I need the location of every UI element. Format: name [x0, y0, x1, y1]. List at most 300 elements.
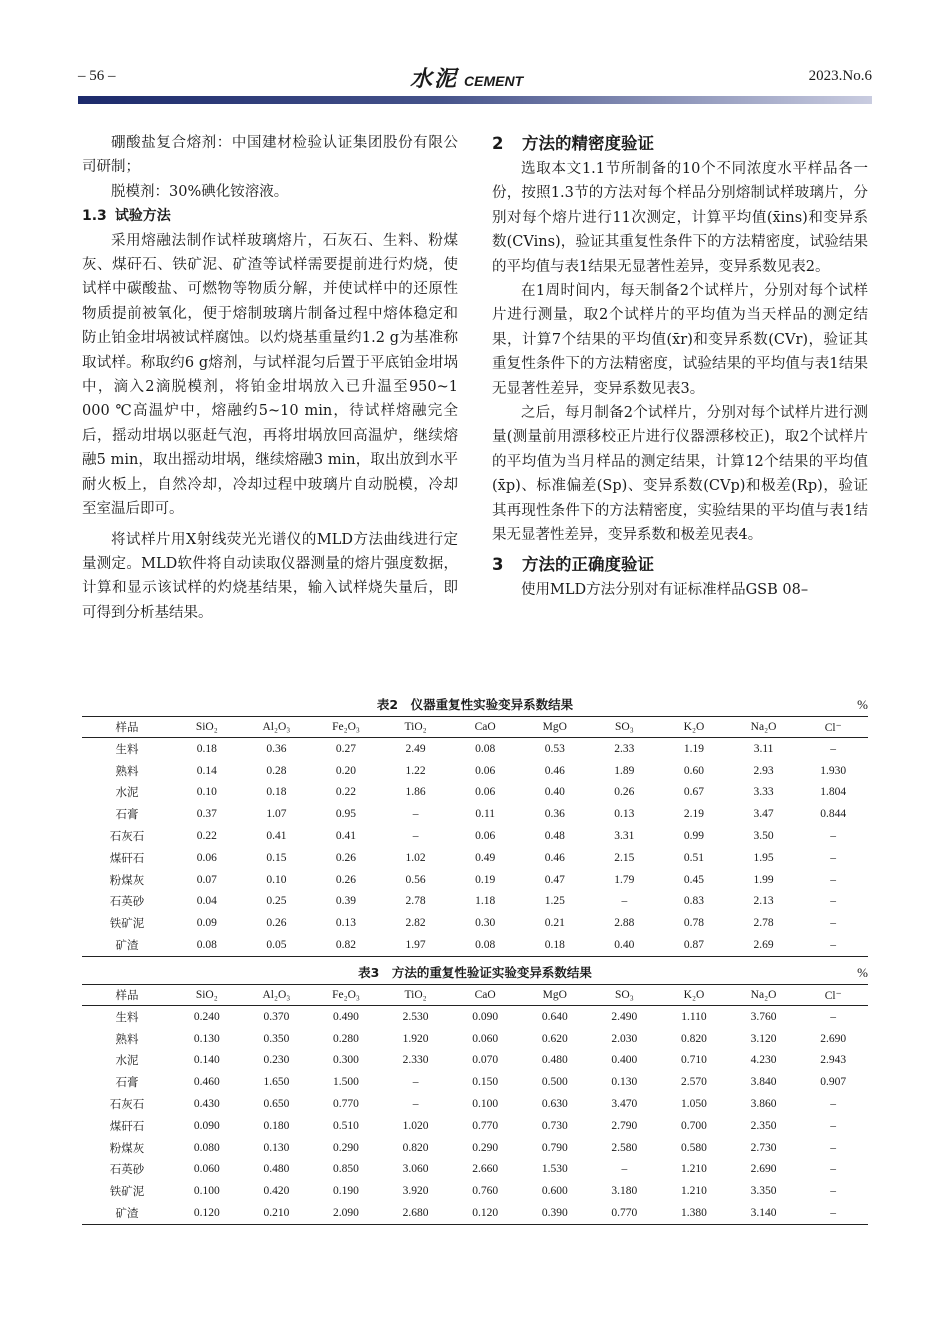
table-title: 表3 方法的重复性验证实验变异系数结果 — [358, 965, 592, 980]
column-header: Fe₂O₃ — [332, 721, 360, 733]
table-cell: 0.51 — [683, 851, 705, 864]
table-cell: 0.06 — [475, 764, 496, 777]
table-cell: – — [830, 1141, 837, 1154]
table-cell: – — [830, 1163, 837, 1176]
table-cell: 0.130 — [263, 1141, 290, 1154]
table-cell: – — [830, 830, 837, 843]
table-cell: 1.99 — [753, 873, 774, 886]
table-cell: 0.120 — [193, 1207, 220, 1220]
table-cell: 3.120 — [750, 1032, 777, 1045]
table-3 — [82, 962, 868, 1225]
table-cell: 0.770 — [333, 1098, 359, 1111]
column-header: TiO₂ — [404, 989, 427, 1001]
journal-title-en: CEMENT — [464, 73, 524, 89]
table-cell: 2.030 — [611, 1032, 638, 1045]
table-header-row — [82, 985, 868, 1006]
table-cell: 0.40 — [544, 786, 565, 799]
table-cell: 1.930 — [820, 764, 847, 777]
table-cell: 0.06 — [475, 830, 496, 843]
table-cell: 1.07 — [266, 808, 287, 821]
table-cell: 2.790 — [611, 1119, 638, 1132]
section-title: 试验方法 — [114, 208, 171, 225]
table-cell: – — [412, 1076, 419, 1089]
table-cell: 1.650 — [263, 1076, 290, 1089]
table-cell: 0.600 — [541, 1185, 568, 1198]
table-cell: 0.907 — [820, 1076, 847, 1089]
table-cell: 2.530 — [402, 1010, 429, 1023]
table-cell: – — [621, 1163, 628, 1176]
table-cell: – — [830, 851, 837, 864]
table-cell: 1.020 — [402, 1119, 429, 1132]
table-cell: – — [830, 939, 837, 952]
table-cell: 3.350 — [750, 1185, 777, 1198]
journal-title-cn: 水泥 — [410, 66, 459, 92]
table-cell: 2.78 — [753, 917, 774, 930]
table-cell: 0.04 — [196, 895, 217, 908]
left-column — [82, 131, 458, 625]
table-cell: 0.500 — [541, 1076, 568, 1089]
table-cell: 0.13 — [614, 808, 635, 821]
section-heading-3 — [492, 552, 868, 578]
table-cell: 1.79 — [614, 873, 635, 886]
table-cell: 1.25 — [544, 895, 565, 908]
table-cell: 0.37 — [196, 808, 217, 821]
table-cell: 0.06 — [475, 786, 496, 799]
table-row — [82, 1159, 868, 1181]
column-header: CaO — [474, 989, 496, 1001]
table-cell: 2.93 — [753, 764, 774, 777]
table-cell: 0.14 — [196, 764, 217, 777]
table-cell: 0.46 — [544, 764, 565, 777]
table-cell: 0.190 — [333, 1185, 359, 1198]
table-cell: 3.840 — [750, 1076, 777, 1089]
table-cell: 0.21 — [544, 917, 565, 930]
table-cell: 0.11 — [475, 808, 496, 821]
table-row — [82, 934, 868, 956]
table-cell: 0.15 — [266, 851, 287, 864]
table-cell: 2.69 — [753, 939, 774, 952]
column-header: Na₂O — [750, 989, 777, 1001]
table-cell: 0.300 — [333, 1054, 359, 1067]
table-cell: 0.39 — [335, 895, 357, 908]
table-cell: 2.680 — [402, 1207, 429, 1220]
table-cell: 0.100 — [193, 1185, 220, 1198]
row-label-cell: 矿渣 — [115, 940, 139, 953]
row-label-cell: 石膏 — [115, 1077, 139, 1090]
row-label-cell: 熟料 — [115, 765, 139, 778]
table-cell: 0.47 — [544, 873, 565, 886]
table-cell: 0.480 — [263, 1163, 290, 1176]
data-table — [82, 716, 868, 957]
table-cell: 0.060 — [193, 1163, 220, 1176]
table-cell: 0.140 — [193, 1054, 220, 1067]
table-row — [82, 803, 868, 825]
table-row — [82, 1202, 868, 1224]
table-cell: 2.350 — [750, 1119, 777, 1132]
table-cell: 0.30 — [475, 917, 496, 930]
table-row — [82, 825, 868, 847]
table-cell: 0.130 — [611, 1076, 638, 1089]
column-header: MgO — [542, 989, 567, 1001]
table-row — [82, 1137, 868, 1159]
table-cell: 0.40 — [614, 939, 635, 952]
column-header: SiO₂ — [195, 989, 218, 1001]
table-cell: 0.10 — [266, 873, 287, 886]
issue-label: 2023.No.6 — [808, 68, 872, 84]
row-label-cell: 煤矸石 — [109, 852, 145, 865]
header-rule — [78, 96, 872, 104]
table-2 — [82, 694, 868, 957]
table-cell: 0.400 — [611, 1054, 638, 1067]
table-cell: 0.26 — [335, 873, 357, 886]
journal-logo — [410, 62, 523, 93]
table-cell: 2.490 — [611, 1010, 638, 1023]
column-header: Al₂O₃ — [262, 989, 291, 1001]
table-cell: 0.280 — [333, 1032, 359, 1045]
table-cell: 0.78 — [683, 917, 705, 930]
table-row — [82, 1050, 868, 1072]
table-cell: 0.25 — [266, 895, 287, 908]
table-cell: 0.350 — [263, 1032, 290, 1045]
table-cell: 1.97 — [405, 939, 426, 952]
table-cell: 0.06 — [196, 851, 217, 864]
table-cell: 0.45 — [683, 873, 705, 886]
table-cell: 0.28 — [266, 764, 287, 777]
column-header: K₂O — [683, 721, 705, 733]
table-cell: 0.180 — [263, 1119, 290, 1132]
table-cell: 2.330 — [402, 1054, 429, 1067]
table-cell: 0.370 — [263, 1010, 290, 1023]
table-cell: 0.480 — [541, 1054, 568, 1067]
table-cell: 2.690 — [820, 1032, 847, 1045]
table-cell: 2.15 — [614, 851, 635, 864]
table-row — [82, 760, 868, 782]
table-cell: 3.470 — [611, 1098, 638, 1111]
table-cell: 1.02 — [405, 851, 426, 864]
table-body — [82, 1006, 868, 1225]
table-cell: 0.700 — [681, 1119, 707, 1132]
table-cell: 1.18 — [475, 895, 496, 908]
table-cell: 0.130 — [193, 1032, 220, 1045]
page-header — [78, 64, 872, 90]
table-cell: 0.640 — [541, 1010, 568, 1023]
table-row — [82, 891, 868, 913]
table-cell: 0.490 — [333, 1010, 359, 1023]
table-row — [82, 1071, 868, 1093]
table-cell: 1.22 — [405, 764, 426, 777]
table-cell: 0.20 — [335, 764, 357, 777]
table-cell: 0.290 — [472, 1141, 499, 1154]
table-cell: 0.620 — [541, 1032, 568, 1045]
table-cell: 0.36 — [544, 808, 565, 821]
row-label-cell: 水泥 — [115, 787, 139, 800]
table-cell: 2.78 — [405, 895, 426, 908]
right-column — [492, 131, 868, 602]
table-cell: 0.26 — [614, 786, 635, 799]
table-cell: 0.150 — [472, 1076, 499, 1089]
column-header: MgO — [542, 721, 567, 733]
table-cell: 2.49 — [405, 742, 426, 755]
table-cell: 0.630 — [541, 1098, 568, 1111]
row-label-cell: 煤矸石 — [109, 1120, 145, 1133]
table-cell: 0.070 — [472, 1054, 499, 1067]
row-label-cell: 生料 — [115, 1011, 139, 1024]
table-cell: 2.88 — [614, 917, 635, 930]
table-caption — [82, 694, 868, 716]
table-title: 表2 仪器重复性实验变异系数结果 — [376, 697, 574, 712]
table-cell: 0.844 — [820, 808, 847, 821]
table-cell: 0.090 — [472, 1010, 499, 1023]
table-cell: – — [830, 1207, 837, 1220]
table-cell: 3.11 — [753, 742, 774, 755]
row-label-cell: 石英砂 — [109, 1164, 145, 1177]
table-row — [82, 1006, 868, 1028]
table-cell: 3.31 — [614, 830, 635, 843]
table-cell: 0.18 — [196, 742, 217, 755]
section-heading-1-3 — [82, 204, 458, 228]
table-cell: 0.95 — [335, 808, 357, 821]
table-row — [82, 847, 868, 869]
table-cell: 0.46 — [544, 851, 565, 864]
table-cell: 1.19 — [683, 742, 705, 755]
table-cell: 2.690 — [750, 1163, 777, 1176]
table-cell: 0.41 — [266, 830, 287, 843]
table-cell: 0.36 — [266, 742, 287, 755]
table-cell: 2.570 — [681, 1076, 707, 1089]
table-cell: 1.804 — [820, 786, 847, 799]
paragraph-flux: 硼酸盐复合熔剂：中国建材检验认证集团股份有限公司研制； — [82, 135, 458, 176]
table-cell: 0.820 — [402, 1141, 429, 1154]
table-cell: 0.430 — [193, 1098, 220, 1111]
table-cell: 0.18 — [266, 786, 287, 799]
page-number: – 56 – — [78, 68, 116, 84]
column-header: Fe₂O₃ — [332, 989, 360, 1001]
table-cell: 0.08 — [475, 742, 496, 755]
table-cell: 0.27 — [335, 742, 357, 755]
table-cell: 0.230 — [263, 1054, 290, 1067]
table-cell: 2.580 — [611, 1141, 638, 1154]
paragraph-accuracy: 使用MLD方法分别对有证标准样品GSB 08– — [521, 581, 809, 598]
table-body — [82, 738, 868, 957]
table-cell: 0.67 — [683, 786, 705, 799]
table-cell: 0.48 — [544, 830, 565, 843]
table-cell: 0.390 — [541, 1207, 568, 1220]
table-unit: % — [857, 965, 868, 980]
table-row — [82, 1115, 868, 1137]
row-label-cell: 铁矿泥 — [109, 1186, 145, 1199]
table-cell: 0.22 — [196, 830, 217, 843]
table-row — [82, 782, 868, 804]
column-header: TiO₂ — [404, 721, 427, 733]
table-row — [82, 1028, 868, 1050]
column-header: SiO₂ — [195, 721, 218, 733]
table-caption — [82, 962, 868, 984]
table-cell: 1.050 — [681, 1098, 707, 1111]
table-cell: 0.090 — [193, 1119, 220, 1132]
row-label-cell: 铁矿泥 — [109, 918, 145, 931]
table-row — [82, 738, 868, 760]
section-heading-2 — [492, 131, 868, 157]
table-cell: 4.230 — [750, 1054, 777, 1067]
column-header: Na₂O — [750, 721, 777, 733]
paragraph-measurement: 将试样片用X射线荧光光谱仪的MLD方法曲线进行定量测定。MLD软件将自动读取仪器测量的熔片强度数据，计算和显示该试样的灼烧基结果，输入试样烧失量后，即可得到分析基结果。 — [82, 531, 458, 621]
table-cell: 0.730 — [541, 1119, 568, 1132]
section-number: 2 — [492, 134, 504, 153]
table-cell: 1.920 — [402, 1032, 429, 1045]
section-title: 方法的精密度验证 — [522, 134, 654, 153]
table-cell: 2.730 — [750, 1141, 777, 1154]
table-cell: 0.580 — [681, 1141, 707, 1154]
table-cell: 3.140 — [750, 1207, 777, 1220]
table-cell: 1.89 — [614, 764, 635, 777]
table-cell: 1.530 — [541, 1163, 568, 1176]
table-cell: 0.710 — [681, 1054, 707, 1067]
section-number: 1.3 — [82, 208, 107, 225]
table-cell: 3.060 — [402, 1163, 429, 1176]
table-cell: 1.380 — [681, 1207, 707, 1220]
table-cell: 0.240 — [193, 1010, 220, 1023]
table-cell: 0.790 — [541, 1141, 568, 1154]
table-row — [82, 912, 868, 934]
section-title: 方法的正确度验证 — [522, 554, 654, 574]
table-cell: 1.95 — [753, 851, 774, 864]
row-label-cell: 水泥 — [115, 1055, 139, 1068]
table-cell: 3.760 — [750, 1010, 777, 1023]
table-cell: 0.56 — [405, 873, 426, 886]
row-label-cell: 石膏 — [115, 809, 139, 822]
table-cell: – — [412, 808, 419, 821]
table-row — [82, 869, 868, 891]
column-header: Cl⁻ — [824, 990, 842, 1002]
table-cell: 0.60 — [683, 764, 705, 777]
column-header: Al₂O₃ — [262, 721, 291, 733]
row-label-cell: 矿渣 — [115, 1208, 139, 1221]
table-cell: 0.07 — [196, 873, 217, 886]
row-label-cell: 熟料 — [115, 1033, 139, 1046]
column-header: K₂O — [683, 989, 705, 1001]
table-cell: 2.943 — [820, 1054, 847, 1067]
table-cell: 2.33 — [614, 742, 635, 755]
table-cell: 3.860 — [750, 1098, 777, 1111]
table-cell: – — [412, 1098, 419, 1111]
table-cell: 0.82 — [335, 939, 357, 952]
table-cell: 0.060 — [472, 1032, 499, 1045]
table-cell: 0.05 — [266, 939, 287, 952]
table-cell: 1.210 — [681, 1163, 707, 1176]
table-cell: 1.210 — [681, 1185, 707, 1198]
table-cell: 0.210 — [263, 1207, 290, 1220]
table-cell: 2.19 — [683, 808, 705, 821]
table-cell: 2.13 — [753, 895, 774, 908]
table-cell: 3.50 — [753, 830, 774, 843]
table-cell: 0.510 — [333, 1119, 359, 1132]
data-table — [82, 984, 868, 1225]
table-cell: 0.290 — [333, 1141, 359, 1154]
table-cell: 2.82 — [405, 917, 426, 930]
row-label-cell: 粉煤灰 — [109, 1142, 145, 1155]
row-label-cell: 石灰石 — [109, 1099, 145, 1112]
table-cell: 3.47 — [753, 808, 774, 821]
table-cell: – — [621, 895, 628, 908]
table-cell: 0.820 — [681, 1032, 707, 1045]
table-cell: 0.650 — [263, 1098, 290, 1111]
table-cell: – — [830, 873, 837, 886]
paragraph-precision-3: 之后，每月制备2个试样片，分别对每个试样片进行测量(测量前用漂移校正片进行仪器漂移校正)，取2个试样片的平均值为当月样品的测定结果，计算12个结果的平均值(x̄p)、标准偏差(Sp)、变异系数(CVp)和极差(Rp)，验证其再现性条件下的方法精密度，实验结果的平均值与表1结果无显著性差异，变异系数和极差见表4。 — [492, 405, 868, 544]
row-label-cell: 粉煤灰 — [109, 874, 145, 887]
table-cell: – — [412, 830, 419, 843]
column-header: CaO — [474, 721, 496, 733]
table-cell: 1.86 — [405, 786, 426, 799]
column-header: Cl⁻ — [824, 722, 842, 734]
row-label-cell: 生料 — [115, 743, 139, 756]
column-header: 样品 — [115, 990, 139, 1002]
table-cell: 2.090 — [333, 1207, 359, 1220]
table-cell: – — [830, 1098, 837, 1111]
table-cell: 0.19 — [475, 873, 496, 886]
table-cell: 0.760 — [472, 1185, 499, 1198]
table-cell: 3.920 — [402, 1185, 429, 1198]
table-cell: 0.460 — [193, 1076, 220, 1089]
table-cell: 1.110 — [681, 1010, 707, 1023]
table-cell: 0.09 — [196, 917, 217, 930]
table-header-row — [82, 717, 868, 738]
paragraph-release-agent: 脱模剂：30%碘化铵溶液。 — [111, 183, 289, 200]
table-cell: – — [830, 742, 837, 755]
table-cell: 0.420 — [263, 1185, 290, 1198]
table-unit: % — [857, 697, 868, 712]
column-header: 样品 — [115, 722, 139, 734]
table-cell: – — [830, 895, 837, 908]
table-cell: 0.99 — [683, 830, 705, 843]
table-cell: 0.13 — [335, 917, 357, 930]
table-cell: 0.08 — [475, 939, 496, 952]
table-cell: – — [830, 917, 837, 930]
table-cell: – — [830, 1119, 837, 1132]
table-cell: 0.49 — [475, 851, 496, 864]
table-cell: 0.850 — [333, 1163, 359, 1176]
table-cell: 0.53 — [544, 742, 565, 755]
table-cell: 3.180 — [611, 1185, 638, 1198]
table-cell: 0.770 — [472, 1119, 499, 1132]
paragraph-precision-2: 在1周时间内，每天制备2个试样片，分别对每个试样片进行测量，取2个试样片的平均值为当天样品的测定结果，计算7个结果的平均值(x̄r)和变异系数(CVr)，验证其重复性条件下的方法精密度，试验结果的平均值与表1结果无显著性差异，变异系数见表3。 — [492, 283, 868, 397]
table-cell: 3.33 — [753, 786, 774, 799]
table-cell: 0.18 — [544, 939, 565, 952]
table-cell: 0.41 — [335, 830, 357, 843]
column-header: SO₃ — [615, 989, 634, 1001]
table-cell: 0.22 — [335, 786, 357, 799]
table-cell: – — [830, 1185, 837, 1198]
table-cell: 0.770 — [611, 1207, 638, 1220]
table-cell: – — [830, 1010, 837, 1023]
table-cell: 2.660 — [472, 1163, 499, 1176]
table-cell: 0.120 — [472, 1207, 499, 1220]
paragraph-precision-1: 选取本文1.1节所制备的10个不同浓度水平样品各一份，按照1.3节的方法对每个样品分别熔制试样玻璃片，分别对每个熔片进行11次测定，计算平均值(x̄ins)和变异系数(CVins)，验证其重复性条件下的方法精密度，试验结果的平均值与表1结果无显著性差异，变异系数见表2。 — [492, 161, 868, 275]
table-cell: 0.10 — [196, 786, 217, 799]
column-header: SO₃ — [615, 721, 634, 733]
section-number: 3 — [492, 554, 504, 574]
table-cell: 1.500 — [333, 1076, 359, 1089]
paragraph-method: 采用熔融法制作试样玻璃熔片，石灰石、生料、粉煤灰、煤矸石、铁矿泥、矿渣等试样需要提前进行灼烧，使试样中碳酸盐、可燃物等物质分解，并使试样中的还原性物质提前被氧化，便于熔制玻璃片制备过程中熔体稳定和防止铂金坩埚被试样腐蚀。以灼烧基重量约1.2 g为基准称取试样。称取约6 g熔剂，与试样混匀后置于平底铂金坩埚中，滴入2滴脱模剂，将铂金坩埚放入已升温至950~1 000 ℃高温炉中，熔融约5~10 min，待试样熔融完全后，摇动坩埚以驱赶气泡，再将坩埚放回高温炉，继续熔融5 min，取出摇动坩埚，继续熔融3 min，取出放到水平耐火板上，自然冷却，冷却过程中玻璃片自动脱模，冷却至室温后即可。 — [82, 232, 458, 518]
table-cell: 0.08 — [196, 939, 217, 952]
table-cell: 0.100 — [472, 1098, 499, 1111]
table-cell: 0.26 — [266, 917, 287, 930]
table-cell: 0.83 — [683, 895, 705, 908]
table-row — [82, 1180, 868, 1202]
table-cell: 0.26 — [335, 851, 357, 864]
table-cell: 0.87 — [683, 939, 705, 952]
table-cell: 0.080 — [193, 1141, 220, 1154]
row-label-cell: 石英砂 — [109, 896, 145, 909]
